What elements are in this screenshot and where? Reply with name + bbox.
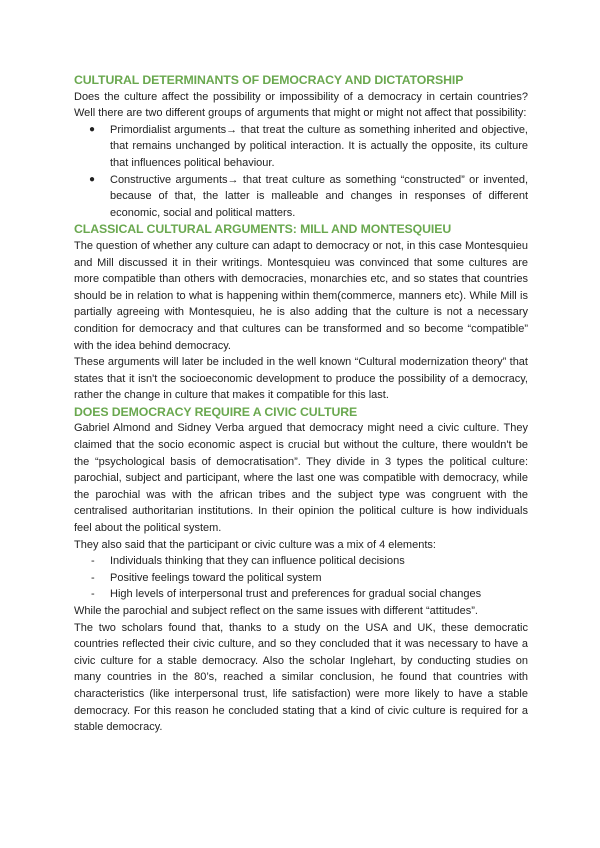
paragraph: The question of whether any culture can adapt to democracy or not, in this case Montesquieu and Mill discussed it in their writings. Montesquieu was convinced that some cultures are more compatible than others with democracies, monarchies etc, and so states that countries should be in relation to what is happening within them(commerce, manners etc). While Mill is partially agreeing with Montesquieu, he is also adding that the culture is not a necessary condition for democracy and that cultures can be transformed and so become “compatible” with the idea behind democracy. [74,239,528,352]
list-item [74,570,528,587]
paragraph: They also said that the participant or civic culture was a mix of 4 elements: [74,538,436,551]
list-item [74,122,528,172]
list-item [74,172,528,222]
bullet-icon: ● [89,123,96,135]
section-heading: CLASSICAL CULTURAL ARGUMENTS: MILL AND MONTESQUIEU [74,222,452,237]
section-civic-culture [74,404,528,736]
list-item-text: Positive feelings toward the political system [110,571,322,584]
list-item-text: Primordialist arguments→ that treat the culture as something inherited and objective, that remains unchanged by political interaction. It is actually the opposite, its culture that influences political behaviour. [110,123,528,169]
list-item [74,586,528,603]
section-heading: CULTURAL DETERMINANTS OF DEMOCRACY AND DICTATORSHIP [74,73,464,87]
section-heading: DOES DEMOCRACY REQUIRE A CIVIC CULTURE [74,404,358,419]
section-intro: Does the culture affect the possibility or impossibility of a democracy in certain countries? Well there are two different groups of arguments that might or might not affect that possibility: [74,90,528,120]
document-page [74,72,528,736]
dash-icon: - [91,588,95,601]
paragraph: Gabriel Almond and Sidney Verba argued that democracy might need a civic culture. They claimed that the socio economic aspect is crucial but without the culture, there wouldn't be the “psychological basis of democratisation”. They divide in 3 types the political culture: parochial, subject and participant, where the last one was compatible with democracy, while the parochial was with the african tribes and the subject type was congruent with the centralised authoritarian institutions. In their opinion the political culture is how individuals feel about the political system. [74,422,528,535]
section-classical-arguments [74,221,528,404]
paragraph: While the parochial and subject reflect on the same issues with different “attitudes”. [74,605,478,617]
dash-icon: - [91,555,95,568]
paragraph: These arguments will later be included in the well known “Cultural modernization theory” that states that it isn't the socioeconomic development to produce the possibility of a democracy, rather the change in culture that makes it compatible for this last. [74,356,528,402]
argument-list [74,122,528,222]
paragraph: The two scholars found that, thanks to a study on the USA and UK, these democratic countries reflected their civic culture, and so they concluded that it was necessary to have a civic culture for a stable democracy. Also the scholar Inglehart, by conducting studies on many countries in the 80’s, reached a similar conclusion, he found that countries with characteristics (like interpersonal trust, life satisfaction) were more likely to have a stable democracy. For this reason he concluded stating that a kind of civic culture is required for a stable democracy. [74,621,528,734]
element-list [74,553,528,603]
dash-icon: - [91,571,95,584]
list-item [74,553,528,570]
bullet-icon: ● [89,173,96,185]
list-item-text: Constructive arguments→ that treat culture as something “constructed” or invented, because of that, the latter is malleable and changes in responses of different economic, social and political matters. [110,173,528,219]
list-item-text: High levels of interpersonal trust and preferences for gradual social changes [110,588,482,601]
list-item-text: Individuals thinking that they can influence political decisions [110,555,405,568]
section-cultural-determinants [74,72,528,221]
